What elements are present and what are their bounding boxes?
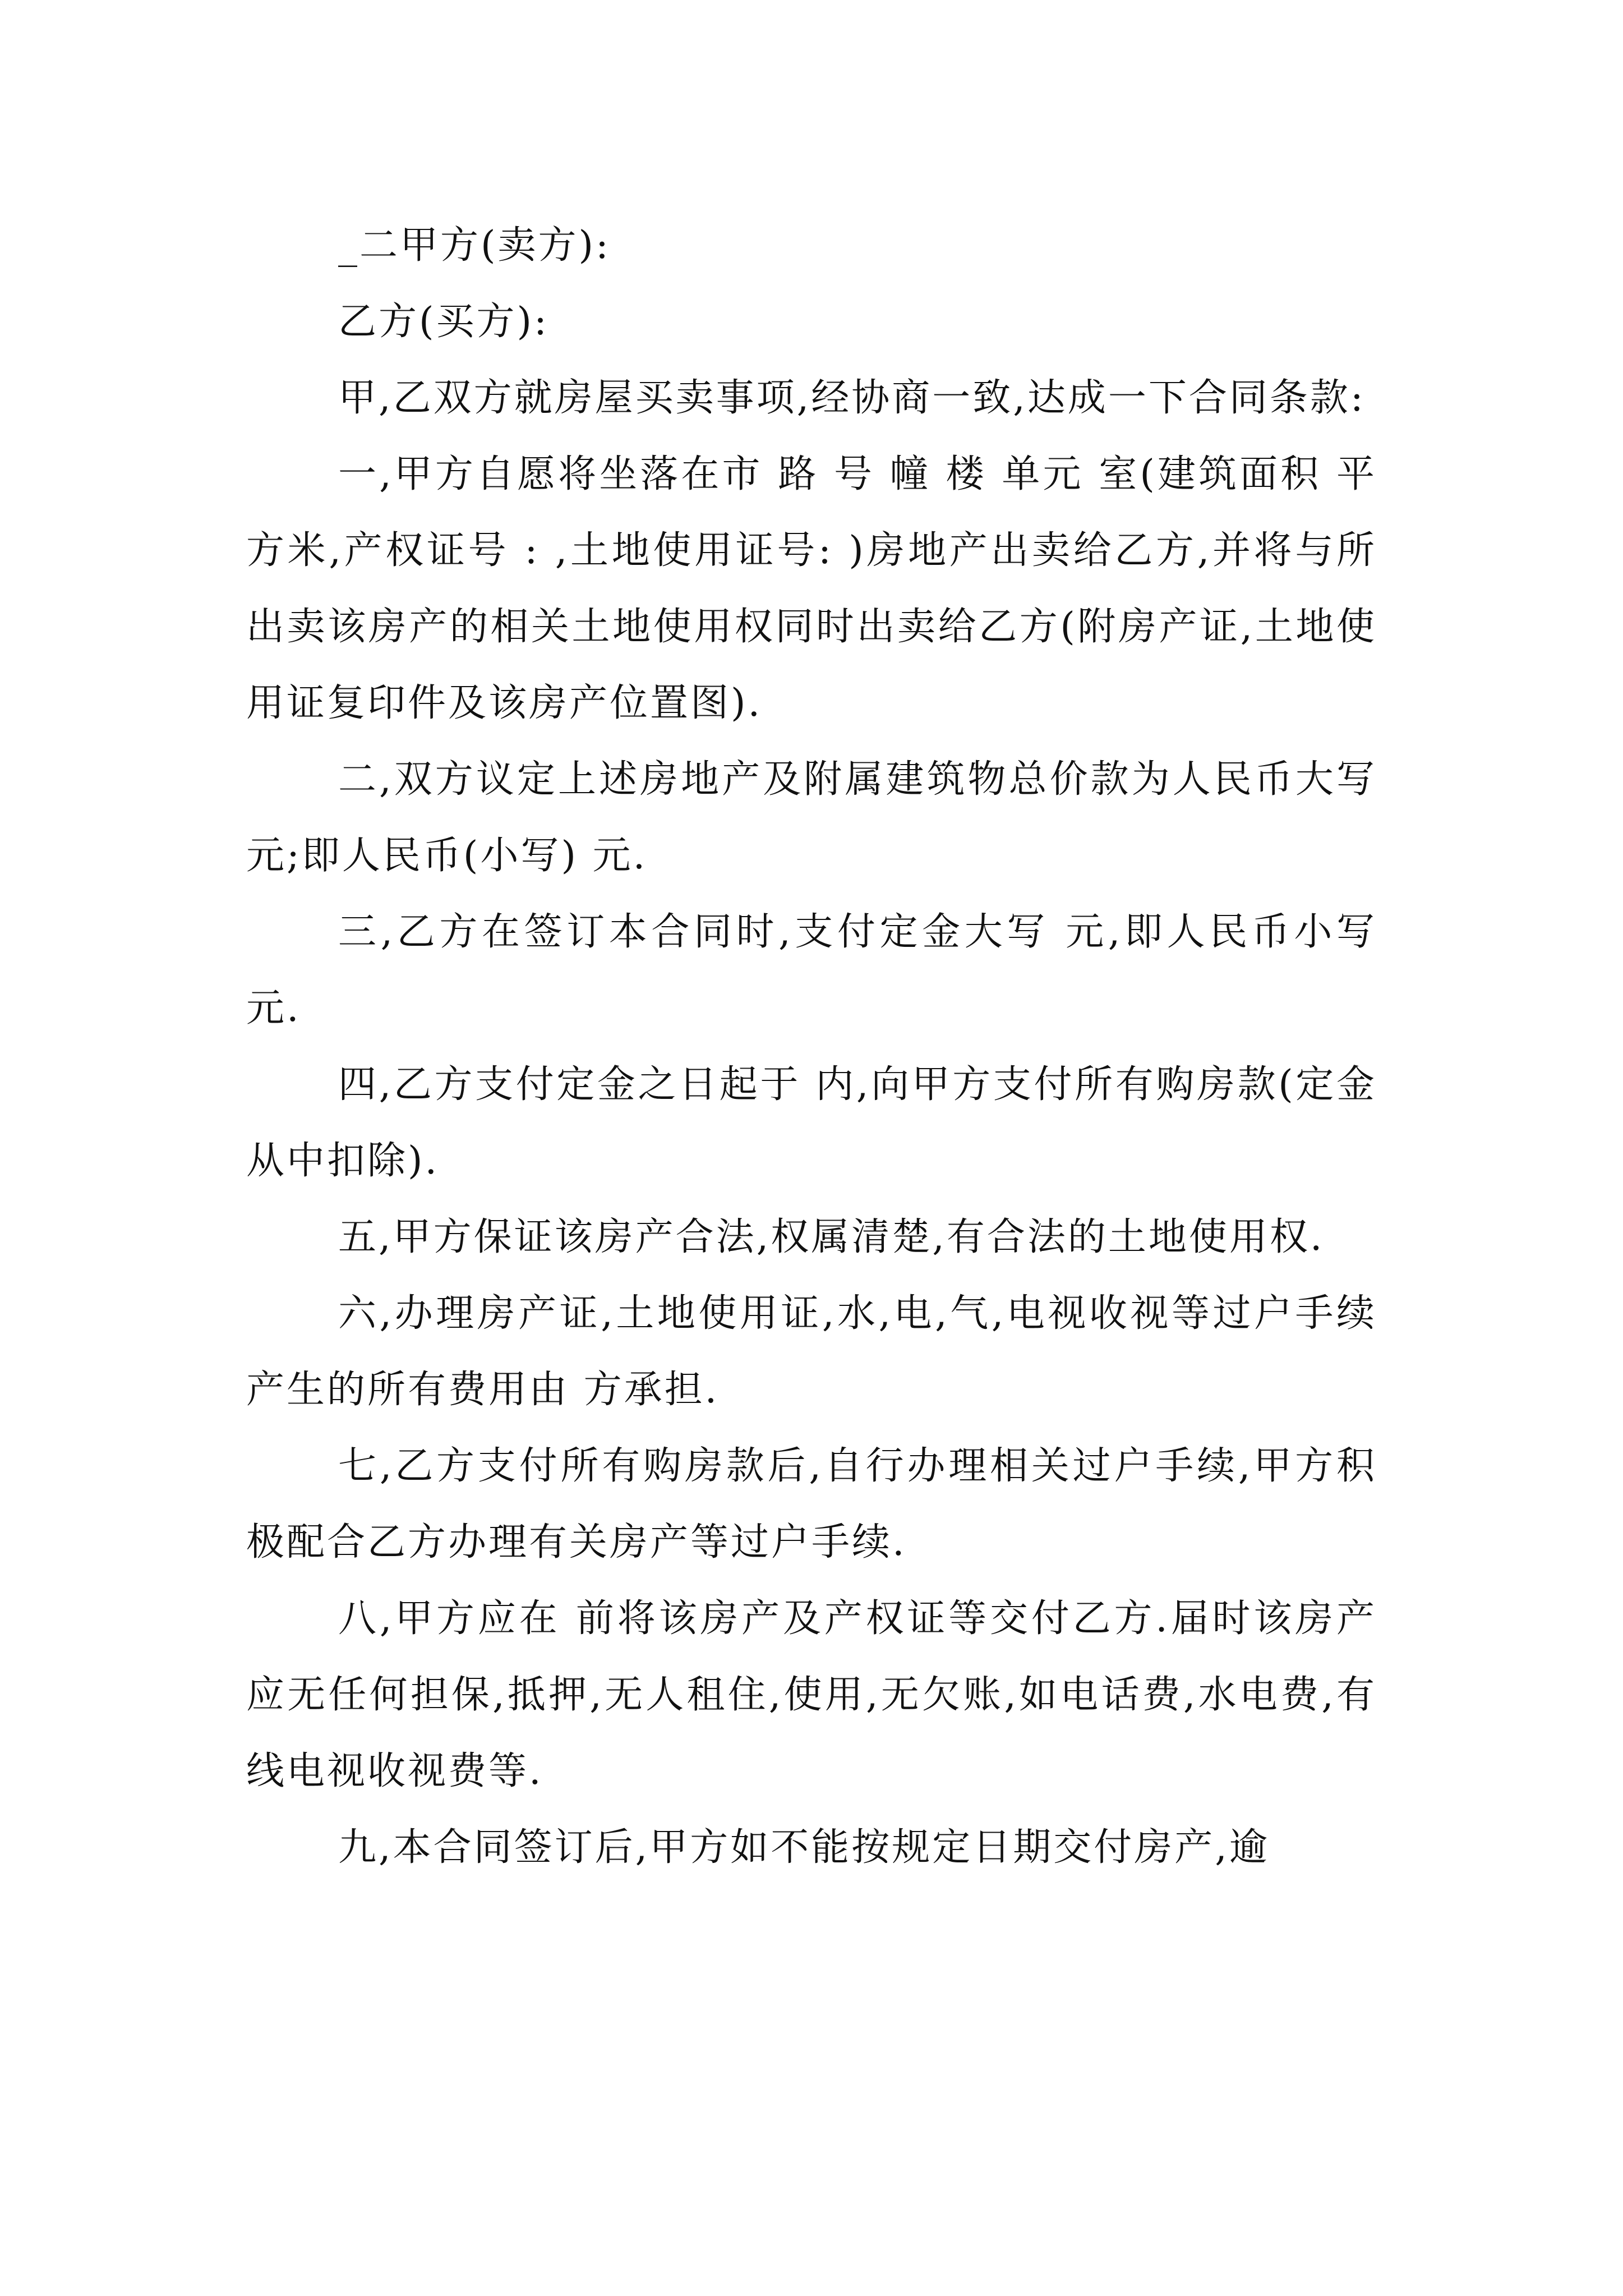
- clause-9: 九,本合同签订后,甲方如不能按规定日期交付房产,逾: [338, 1825, 1270, 1870]
- clause-4: 四,乙方支付定金之日起于 内,向甲方支付所有购房款(定金从中扣除).: [246, 1062, 1377, 1183]
- clause-2: 二,双方议定上述房地产及附属建筑物总价款为人民币大写 元;即人民币(小写) 元.: [246, 757, 1377, 878]
- paragraph-intro: 甲,乙双方就房屋买卖事项,经协商一致,达成一下合同条款:: [338, 376, 1366, 420]
- clause-8: 八,甲方应在 前将该房产及产权证等交付乙方.届时该房产应无任何担保,抵押,无人租住,使用,无欠账,如电话费,水电费,有线电视收视费等.: [246, 1596, 1377, 1793]
- paragraph-seller: _二甲方(卖方):: [338, 223, 611, 268]
- clause-7: 七,乙方支付所有购房款后,自行办理相关过户手续,甲方积极配合乙方办理有关房产等过户手续.: [246, 1444, 1377, 1565]
- clause-5: 五,甲方保证该房产合法,权属清楚,有合法的土地使用权.: [338, 1215, 1325, 1259]
- contract-body: [246, 208, 1377, 1886]
- paragraph-buyer: 乙方(买方):: [338, 300, 549, 344]
- clause-3: 三,乙方在签订本合同时,支付定金大写 元,即人民币小写元.: [246, 910, 1377, 1030]
- clause-1: 一,甲方自愿将坐落在市 路 号 幢 楼 单元 室(建筑面积 平方米,产权证号 : ,土地使用证号: )房地产出卖给乙方,并将与所出卖该房产的相关土地使用权同时出卖给乙方(附房产证,土地使用证复印件及该房产位置图).: [246, 452, 1377, 725]
- clause-6: 六,办理房产证,土地使用证,水,电,气,电视收视等过户手续产生的所有费用由 方承担.: [246, 1291, 1377, 1412]
